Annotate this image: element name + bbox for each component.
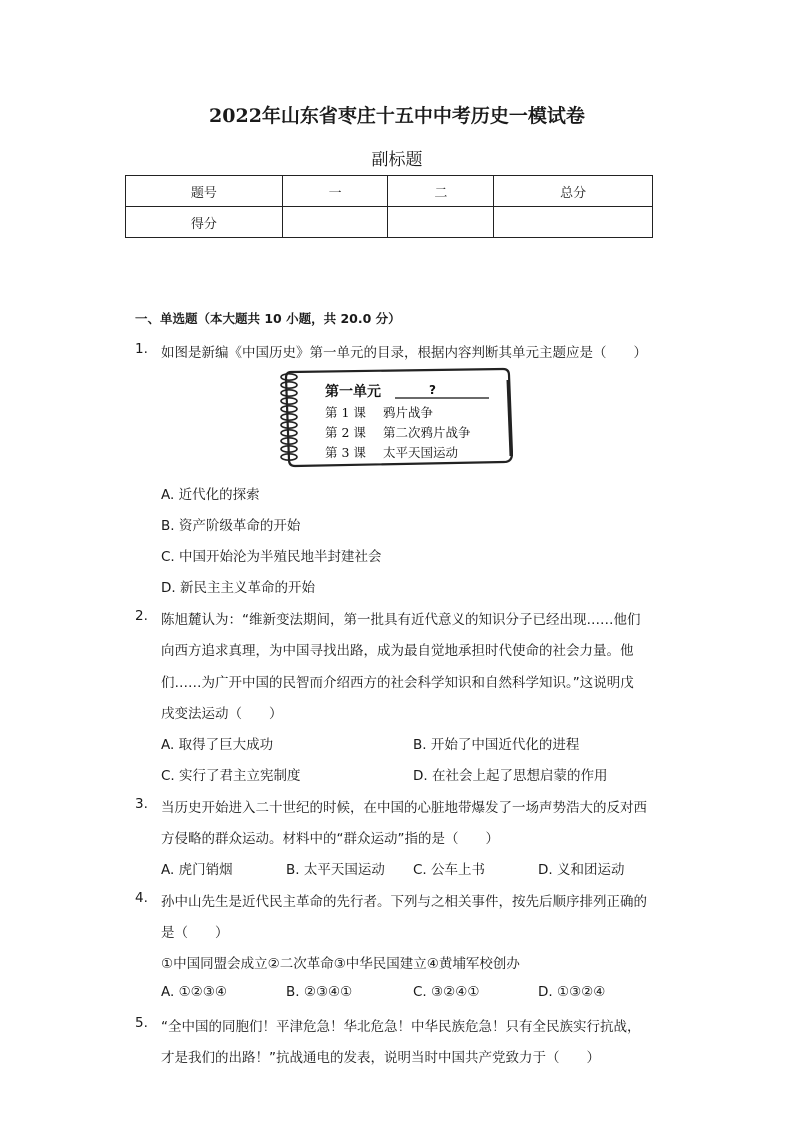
score-cell — [494, 207, 653, 238]
question-number: 3. — [135, 796, 148, 812]
lesson-label: 第 1 课 — [325, 405, 366, 420]
question-number: 4. — [135, 890, 148, 906]
answer-option: D. ①③②④ — [538, 984, 606, 1000]
score-cell — [388, 207, 494, 238]
score-header-cell: 题号 — [126, 176, 283, 207]
answer-option: C. 实行了君主立宪制度 — [161, 768, 301, 784]
answer-option: B. ②③④① — [286, 984, 353, 1000]
score-header-cell: 二 — [388, 176, 494, 207]
question-stem: 们……为广开中国的民智而介绍西方的社会科学知识和自然科学知识。”这说明戊 — [161, 675, 634, 691]
page-title: 2022年山东省枣庄十五中中考历史一模试卷 — [209, 105, 585, 127]
answer-option: A. 取得了巨大成功 — [161, 737, 274, 753]
score-table-row — [126, 207, 653, 238]
question-stem: ①中国同盟会成立②二次革命③中华民国建立④黄埔军校创办 — [161, 956, 520, 972]
answer-option: B. 开始了中国近代化的进程 — [413, 737, 580, 753]
lesson-label: 第 2 课 — [325, 425, 366, 440]
score-row-label: 得分 — [126, 207, 283, 238]
unit-blank-mark: ? — [429, 383, 436, 397]
question-stem: 方侵略的群众运动。材料中的“群众运动”指的是（ ） — [161, 831, 499, 847]
answer-option: D. 在社会上起了思想启蒙的作用 — [413, 768, 608, 784]
page-subtitle: 副标题 — [371, 150, 423, 170]
score-table — [125, 175, 653, 238]
lesson-name: 鸦片战争 — [383, 405, 434, 420]
answer-option: B. 资产阶级革命的开始 — [161, 518, 301, 534]
lesson-name: 太平天国运动 — [383, 445, 459, 460]
question-stem: “全中国的同胞们！平津危急！华北危急！中华民族危急！只有全民族实行抗战， — [161, 1019, 641, 1035]
answer-option: C. 公车上书 — [413, 862, 486, 878]
unit-title: 第一单元 — [325, 384, 381, 400]
answer-option: D. 新民主主义革命的开始 — [161, 580, 315, 596]
notebook-figure — [277, 366, 513, 468]
answer-option: A. 虎门销烟 — [161, 862, 233, 878]
score-header-cell: 一 — [282, 176, 388, 207]
answer-option: A. ①②③④ — [161, 984, 227, 1000]
section-heading: 一、单选题（本大题共 10 小题，共 20.0 分） — [135, 311, 401, 326]
score-table-header — [126, 176, 653, 207]
answer-option: C. ③②④① — [413, 984, 480, 1000]
lesson-label: 第 3 课 — [325, 445, 366, 460]
question-stem: 才是我们的出路！”抗战通电的发表，说明当时中国共产党致力于（ ） — [161, 1050, 600, 1066]
score-cell — [282, 207, 388, 238]
question-stem: 向西方追求真理，为中国寻找出路，成为最自觉地承担时代使命的社会力量。他 — [161, 643, 634, 659]
question-number: 5. — [135, 1015, 148, 1031]
lesson-name: 第二次鸦片战争 — [383, 425, 471, 440]
question-stem: 是（ ） — [161, 925, 229, 941]
question-stem: 孙中山先生是近代民主革命的先行者。下列与之相关事件，按先后顺序排列正确的 — [161, 894, 647, 910]
answer-option: D. 义和团运动 — [538, 862, 625, 878]
score-header-cell: 总分 — [494, 176, 653, 207]
question-stem: 当历史开始进入二十世纪的时候，在中国的心脏地带爆发了一场声势浩大的反对西 — [161, 800, 647, 816]
answer-option: C. 中国开始沦为半殖民地半封建社会 — [161, 549, 382, 565]
question-stem: 戌变法运动（ ） — [161, 706, 283, 722]
answer-option: B. 太平天国运动 — [286, 862, 385, 878]
question-stem: 陈旭麓认为：“维新变法期间，第一批具有近代意义的知识分子已经出现……他们 — [161, 612, 641, 628]
question-number: 2. — [135, 608, 148, 624]
answer-option: A. 近代化的探索 — [161, 487, 260, 503]
question-stem: 如图是新编《中国历史》第一单元的目录，根据内容判断其单元主题应是（ ） — [161, 345, 647, 361]
question-number: 1. — [135, 341, 148, 357]
